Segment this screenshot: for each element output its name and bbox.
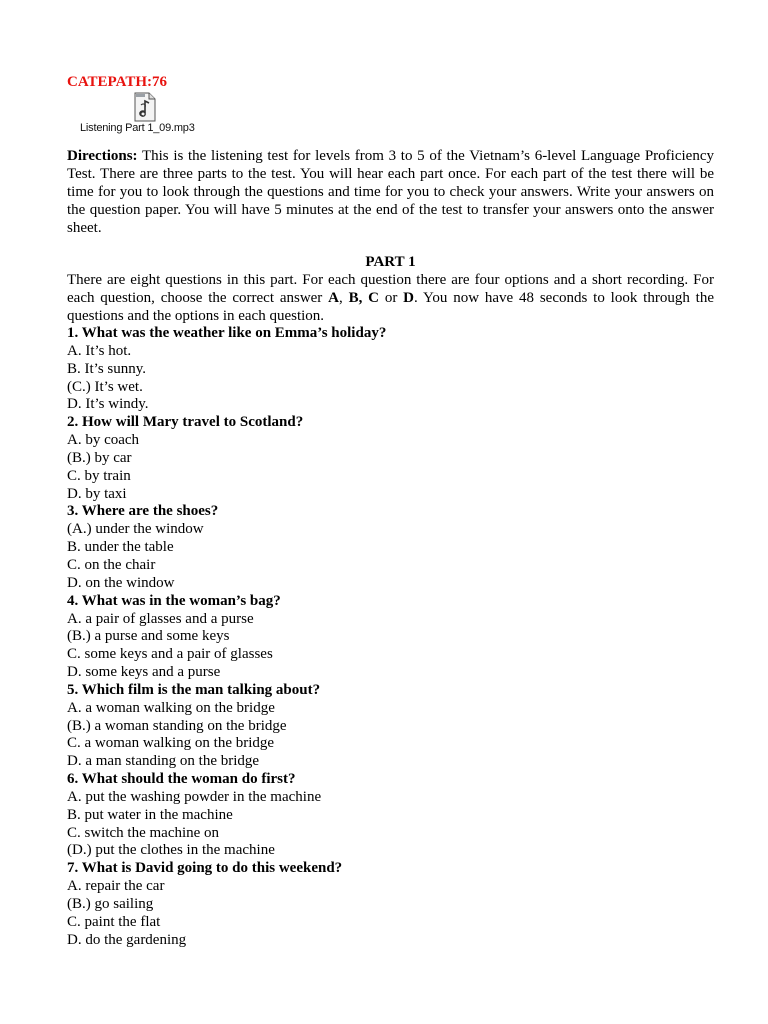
question-3 xyxy=(67,503,714,592)
option-d: D. do the gardening xyxy=(67,931,187,948)
option-b: (B.) a woman standing on the bridge xyxy=(67,717,287,734)
option-d: D. some keys and a purse xyxy=(67,664,221,681)
option-a: (A.) under the window xyxy=(67,521,204,538)
option-c: C. some keys and a pair of glasses xyxy=(67,646,273,663)
question-1 xyxy=(67,325,714,414)
option-c: C. on the chair xyxy=(67,556,156,573)
question-list xyxy=(67,325,714,950)
option-a: A. a woman walking on the bridge xyxy=(67,699,275,716)
option-c: C. by train xyxy=(67,467,131,484)
question-text: 1. What was the weather like on Emma’s holiday? xyxy=(67,325,387,341)
intro-text-end: . You now have 48 seconds to look through the questions and the options in each question. xyxy=(67,290,714,324)
catepath-label: CATEPATH:76 xyxy=(67,74,167,90)
directions-label: Directions: xyxy=(67,148,138,164)
option-a: A. put the washing powder in the machine xyxy=(67,788,322,805)
option-d: D. It’s windy. xyxy=(67,396,149,413)
intro-option-d: D xyxy=(403,290,415,306)
question-text: 7. What is David going to do this weekend? xyxy=(67,860,343,877)
part-intro xyxy=(67,271,714,325)
option-b: (B.) go sailing xyxy=(67,896,154,912)
question-text: 6. What should the woman do first? xyxy=(67,771,296,788)
question-text: 3. Where are the shoes? xyxy=(67,503,219,520)
intro-separator: or xyxy=(379,290,404,306)
question-2 xyxy=(67,414,714,503)
option-d: D. on the window xyxy=(67,574,175,591)
audio-attachment[interactable] xyxy=(67,92,207,138)
question-7 xyxy=(67,860,714,949)
option-c: C. paint the flat xyxy=(67,913,161,930)
option-a: A. It’s hot. xyxy=(67,342,132,359)
option-c: C. a woman walking on the bridge xyxy=(67,735,275,752)
attachment-filename: Listening Part 1_09.mp3 xyxy=(80,122,195,134)
option-d: D. a man standing on the bridge xyxy=(67,753,260,770)
option-b: B. under the table xyxy=(67,539,174,556)
option-a: A. a pair of glasses and a purse xyxy=(67,610,254,627)
option-c: (C.) It’s wet. xyxy=(67,378,143,395)
option-d: (D.) put the clothes in the machine xyxy=(67,842,275,859)
intro-text: There are eight questions in this part. For each question there are four options and a short recording. For each question, choose the correct answer xyxy=(67,272,714,306)
question-text: 2. How will Mary travel to Scotland? xyxy=(67,414,304,431)
option-d: D. by taxi xyxy=(67,485,127,502)
intro-option-bc: B, C xyxy=(348,290,379,306)
question-text: 4. What was in the woman’s bag? xyxy=(67,592,281,609)
intro-separator: , xyxy=(338,290,349,306)
question-5 xyxy=(67,682,714,771)
option-c: C. switch the machine on xyxy=(67,824,220,841)
option-a: A. repair the car xyxy=(67,878,165,895)
option-b: B. put water in the machine xyxy=(67,806,233,823)
part-title: PART 1 xyxy=(365,254,416,270)
option-b: B. It’s sunny. xyxy=(67,360,147,377)
intro-option-a: A xyxy=(328,290,339,306)
directions-text: This is the listening test for levels from 3 to 5 of the Vietnam’s 6-level Language Proficiency Test. There are three parts to the test. You will hear each part once. For each part of the test there will be time for you to look through the questions and time for you to check your answers. Write your answers on the question paper. You will have 5 minutes at the end of the test to transfer your answers onto the answer sheet. xyxy=(67,148,714,236)
audio-file-icon xyxy=(133,92,157,122)
option-a: A. by coach xyxy=(67,432,140,449)
option-b: (B.) a purse and some keys xyxy=(67,628,230,645)
question-4 xyxy=(67,593,714,682)
question-6 xyxy=(67,771,714,860)
document-page xyxy=(67,72,714,950)
question-text: 5. Which film is the man talking about? xyxy=(67,681,321,698)
option-b: (B.) by car xyxy=(67,449,132,466)
directions-paragraph xyxy=(67,147,714,237)
